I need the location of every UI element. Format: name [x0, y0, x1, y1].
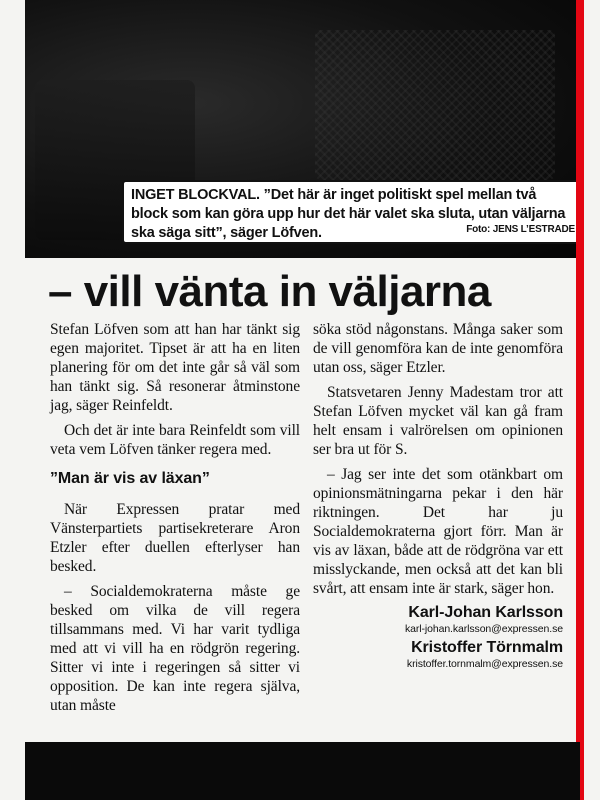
author-email[interactable]: karl-johan.karlsson@expressen.se — [404, 623, 563, 635]
bottom-bar — [25, 742, 580, 800]
paragraph: – Socialdemokraterna måste ge besked om vilka de vill regera tillsammans med. Vi har varit tydliga med att vi vill ha en rödgrön regering. Sitter vi inte i regeringen så sitter vi opposition. De kan inte regera själva, utan måste — [50, 583, 300, 714]
photo-caption — [122, 180, 576, 244]
subheading: ”Man är vis av läxan” — [50, 470, 210, 487]
accent-strip — [576, 0, 584, 800]
paragraph: Statsvetaren Jenny Madestam tror att Stefan Löfven mycket väl kan gå fram helt ensam i valrörelsen om opinionen ser bra ut för S. — [313, 384, 563, 458]
author-name: Karl-Johan Karlsson — [408, 604, 563, 621]
paragraph: Stefan Löfven som att han har tänkt sig egen majoritet. Tipset är att ha en liten planering för om det inte går så väl som han tänkt sig. Så resonerar åtminstone jag, säger Reinfeldt. — [50, 321, 300, 414]
photo-texture — [315, 30, 555, 180]
headline: – vill vänta in väljarna — [48, 267, 491, 316]
left-column — [50, 320, 300, 721]
paragraph: När Expressen pratar med Vänsterpartiets partisekreterare Aron Etzler efter duellen efterlyser han besked. — [50, 501, 300, 575]
photo-credit: Foto: JENS L’ESTRADE — [466, 224, 575, 235]
paragraph: – Jag ser inte det som otänkbart om opinionsmätningarna pekar i den här riktningen. Det har ju Socialdemokraterna gjort förr. Man är vis av läxan, både att de rödgröna var ett misslyckande, men också att det kan bli svårt, att ensam inte är stark, säger hon. — [313, 466, 563, 597]
paragraph: söka stöd någonstans. Många saker som de vill genomföra kan de inte genomföra utan oss, säger Etzler. — [313, 321, 563, 376]
caption-text: ”Det här är inget politiskt spel mellan två block som kan göra upp hur det här valet ska sluta, utan väljarna ska säga sitt”, säger Löfven. — [131, 187, 566, 241]
byline — [313, 604, 563, 671]
caption-lead: INGET BLOCKVAL. — [131, 187, 260, 203]
article-photo — [25, 0, 576, 258]
author-name: Kristoffer Törnmalm — [411, 639, 563, 656]
paragraph: Och det är inte bara Reinfeldt som vill veta vem Löfven tänker regera med. — [50, 422, 300, 458]
right-column — [313, 320, 563, 674]
author-email[interactable]: kristoffer.tornmalm@expressen.se — [406, 658, 563, 670]
